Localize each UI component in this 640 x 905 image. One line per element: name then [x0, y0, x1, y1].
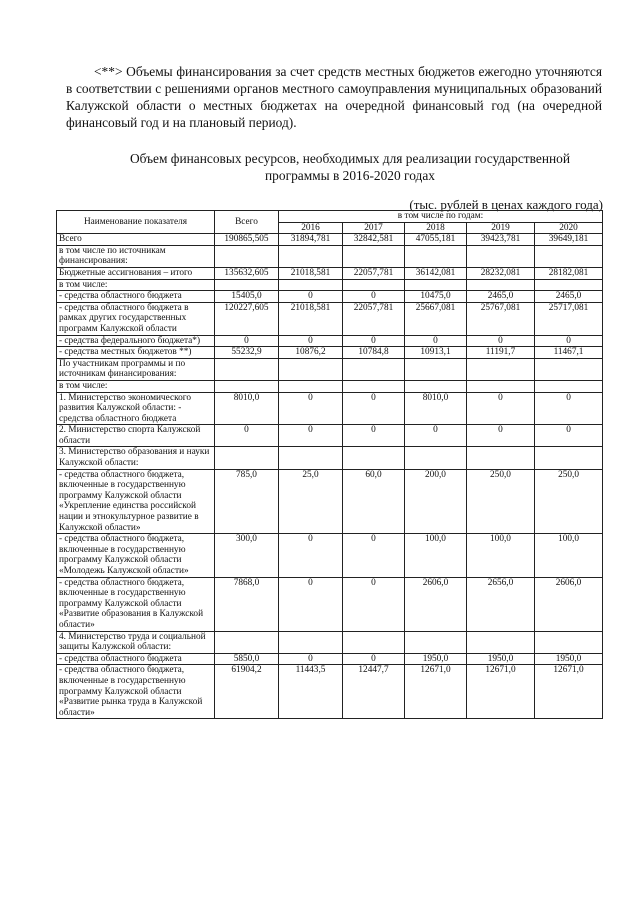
- row-year-value: [405, 279, 467, 291]
- header-year: 2020: [535, 222, 603, 234]
- row-year-value: [343, 279, 405, 291]
- row-label: Бюджетные ассигнования – итого: [57, 267, 215, 279]
- header-name: Наименование показателя: [57, 211, 215, 234]
- header-year: 2017: [343, 222, 405, 234]
- row-total-value: 8010,0: [215, 392, 279, 425]
- row-year-value: 2656,0: [467, 577, 535, 631]
- row-year-value: 25667,081: [405, 302, 467, 335]
- row-year-value: [535, 279, 603, 291]
- row-year-value: 12671,0: [467, 665, 535, 719]
- row-year-value: 0: [467, 335, 535, 347]
- row-year-value: 0: [535, 392, 603, 425]
- row-year-value: 0: [467, 392, 535, 425]
- row-year-value: 0: [279, 653, 343, 665]
- row-label: - средства областного бюджета, включенные в государственную программу Калужской области «Молодежь Калужской области»: [57, 534, 215, 577]
- row-year-value: 100,0: [535, 534, 603, 577]
- row-total-value: [215, 279, 279, 291]
- table-row: [57, 631, 603, 653]
- row-year-value: 0: [343, 335, 405, 347]
- row-year-value: 0: [279, 425, 343, 447]
- row-year-value: 0: [343, 425, 405, 447]
- row-year-value: 1950,0: [467, 653, 535, 665]
- row-label: - средства федерального бюджета*): [57, 335, 215, 347]
- table-row: [57, 469, 603, 534]
- table-row: [57, 291, 603, 303]
- row-year-value: 10784,8: [343, 347, 405, 359]
- row-year-value: 2465,0: [535, 291, 603, 303]
- row-label: По участникам программы и по источникам финансирования:: [57, 358, 215, 380]
- row-year-value: [279, 245, 343, 267]
- row-year-value: [343, 631, 405, 653]
- row-year-value: [279, 279, 343, 291]
- row-year-value: [467, 631, 535, 653]
- row-total-value: [215, 447, 279, 469]
- row-label: в том числе:: [57, 279, 215, 291]
- row-year-value: 8010,0: [405, 392, 467, 425]
- row-year-value: 2465,0: [467, 291, 535, 303]
- table-row: [57, 279, 603, 291]
- row-year-value: [405, 380, 467, 392]
- row-year-value: 0: [279, 577, 343, 631]
- footnote: [66, 63, 602, 131]
- table-row: [57, 380, 603, 392]
- row-total-value: 55232,9: [215, 347, 279, 359]
- row-year-value: 28232,081: [467, 267, 535, 279]
- row-year-value: 0: [279, 392, 343, 425]
- row-year-value: 36142,081: [405, 267, 467, 279]
- row-year-value: 0: [535, 335, 603, 347]
- row-year-value: [535, 447, 603, 469]
- row-year-value: 39649,181: [535, 234, 603, 246]
- row-year-value: 21018,581: [279, 302, 343, 335]
- row-year-value: 25767,081: [467, 302, 535, 335]
- row-label: 3. Министерство образования и науки Калужской области:: [57, 447, 215, 469]
- row-year-value: [405, 245, 467, 267]
- row-label: - средства областного бюджета, включенные в государственную программу Калужской области «Развитие образования в Калужской области»: [57, 577, 215, 631]
- row-year-value: 11191,7: [467, 347, 535, 359]
- row-year-value: 100,0: [467, 534, 535, 577]
- row-year-value: 0: [343, 534, 405, 577]
- row-label: в том числе:: [57, 380, 215, 392]
- row-label: 4. Министерство труда и социальной защиты Калужской области:: [57, 631, 215, 653]
- row-total-value: 0: [215, 425, 279, 447]
- row-year-value: 0: [405, 335, 467, 347]
- header-year: 2016: [279, 222, 343, 234]
- table-row: [57, 245, 603, 267]
- row-year-value: 0: [279, 291, 343, 303]
- row-year-value: [343, 245, 405, 267]
- table-title-line-2: программы в 2016-2020 годах: [265, 168, 435, 183]
- table-row: [57, 234, 603, 246]
- row-label: - средства областного бюджета в рамках других государственных программ Калужской области: [57, 302, 215, 335]
- row-year-value: 12447,7: [343, 665, 405, 719]
- row-label: - средства местных бюджетов **): [57, 347, 215, 359]
- row-year-value: 25,0: [279, 469, 343, 534]
- header-year: 2019: [467, 222, 535, 234]
- row-year-value: [279, 380, 343, 392]
- row-year-value: 2606,0: [405, 577, 467, 631]
- row-label: - средства областного бюджета, включенные в государственную программу Калужской области «Развитие рынка труда в Калужской области»: [57, 665, 215, 719]
- row-year-value: 32842,581: [343, 234, 405, 246]
- footnote-text: <**> Объемы финансирования за счет средств местных бюджетов ежегодно уточняются в соответствии с решениями органов местного самоуправления муниципальных образований Калужской области о местных бюджетах на очередной финансовый год (на очередной финансовый год и на плановый период).: [66, 64, 602, 130]
- row-total-value: 120227,605: [215, 302, 279, 335]
- row-year-value: [535, 631, 603, 653]
- row-year-value: 10913,1: [405, 347, 467, 359]
- row-year-value: 39423,781: [467, 234, 535, 246]
- row-year-value: 31894,781: [279, 234, 343, 246]
- header-total: Всего: [215, 211, 279, 234]
- row-label: - средства областного бюджета, включенные в государственную программу Калужской области «Укрепление единства российской нации и этнокультурное развитие в Калужской области»: [57, 469, 215, 534]
- units-note: (тыс. рублей в ценах каждого года): [409, 197, 603, 212]
- row-year-value: 47055,181: [405, 234, 467, 246]
- row-year-value: [467, 380, 535, 392]
- row-total-value: 300,0: [215, 534, 279, 577]
- row-year-value: [467, 358, 535, 380]
- row-year-value: [279, 631, 343, 653]
- row-year-value: 0: [343, 653, 405, 665]
- row-year-value: 0: [343, 291, 405, 303]
- table-row: [57, 665, 603, 719]
- row-year-value: 11467,1: [535, 347, 603, 359]
- table-title: [100, 150, 600, 184]
- row-total-value: [215, 358, 279, 380]
- row-year-value: 250,0: [535, 469, 603, 534]
- row-label: 2. Министерство спорта Калужской области: [57, 425, 215, 447]
- row-total-value: [215, 245, 279, 267]
- row-year-value: [405, 358, 467, 380]
- header-row-1: [57, 211, 603, 223]
- row-label: - средства областного бюджета: [57, 291, 215, 303]
- row-year-value: 200,0: [405, 469, 467, 534]
- table-row: [57, 534, 603, 577]
- row-year-value: [467, 245, 535, 267]
- row-total-value: [215, 631, 279, 653]
- row-label: 1. Министерство экономического развития Калужской области: - средства областного бюджета: [57, 392, 215, 425]
- row-year-value: 25717,081: [535, 302, 603, 335]
- row-total-value: 5850,0: [215, 653, 279, 665]
- row-year-value: [535, 358, 603, 380]
- table-row: [57, 347, 603, 359]
- table-row: [57, 447, 603, 469]
- row-year-value: 0: [535, 425, 603, 447]
- row-year-value: 0: [467, 425, 535, 447]
- row-year-value: [467, 279, 535, 291]
- table-row: [57, 653, 603, 665]
- row-year-value: 0: [343, 577, 405, 631]
- row-year-value: [467, 447, 535, 469]
- table-row: [57, 302, 603, 335]
- table-row: [57, 358, 603, 380]
- row-year-value: [405, 447, 467, 469]
- table-row: [57, 577, 603, 631]
- row-total-value: 785,0: [215, 469, 279, 534]
- row-year-value: 2606,0: [535, 577, 603, 631]
- row-year-value: 0: [343, 392, 405, 425]
- row-year-value: [279, 358, 343, 380]
- row-year-value: [535, 380, 603, 392]
- row-label: Всего: [57, 234, 215, 246]
- row-year-value: 60,0: [343, 469, 405, 534]
- header-by-years: в том числе по годам:: [279, 211, 603, 223]
- row-year-value: 10876,2: [279, 347, 343, 359]
- row-year-value: 1950,0: [535, 653, 603, 665]
- row-year-value: 12671,0: [405, 665, 467, 719]
- row-year-value: [343, 447, 405, 469]
- row-year-value: [279, 447, 343, 469]
- row-total-value: 15405,0: [215, 291, 279, 303]
- row-year-value: 28182,081: [535, 267, 603, 279]
- header-year: 2018: [405, 222, 467, 234]
- row-year-value: 10475,0: [405, 291, 467, 303]
- row-year-value: 1950,0: [405, 653, 467, 665]
- row-label: - средства областного бюджета: [57, 653, 215, 665]
- table-row: [57, 392, 603, 425]
- row-total-value: 190865,505: [215, 234, 279, 246]
- financing-table: [56, 210, 603, 719]
- table-row: [57, 267, 603, 279]
- row-total-value: [215, 380, 279, 392]
- row-year-value: 22057,781: [343, 302, 405, 335]
- table-title-line-1: Объем финансовых ресурсов, необходимых для реализации государственной: [129, 151, 571, 166]
- row-year-value: 100,0: [405, 534, 467, 577]
- row-total-value: 135632,605: [215, 267, 279, 279]
- row-year-value: 0: [405, 425, 467, 447]
- table-row: [57, 425, 603, 447]
- row-year-value: 0: [279, 335, 343, 347]
- row-year-value: 12671,0: [535, 665, 603, 719]
- row-total-value: 61904,2: [215, 665, 279, 719]
- row-year-value: 250,0: [467, 469, 535, 534]
- row-year-value: 0: [279, 534, 343, 577]
- row-total-value: 7868,0: [215, 577, 279, 631]
- table-row: [57, 335, 603, 347]
- row-year-value: 21018,581: [279, 267, 343, 279]
- row-year-value: [405, 631, 467, 653]
- row-total-value: 0: [215, 335, 279, 347]
- row-year-value: 11443,5: [279, 665, 343, 719]
- row-year-value: [535, 245, 603, 267]
- row-year-value: [343, 358, 405, 380]
- row-label: в том числе по источникам финансирования:: [57, 245, 215, 267]
- row-year-value: 22057,781: [343, 267, 405, 279]
- row-year-value: [343, 380, 405, 392]
